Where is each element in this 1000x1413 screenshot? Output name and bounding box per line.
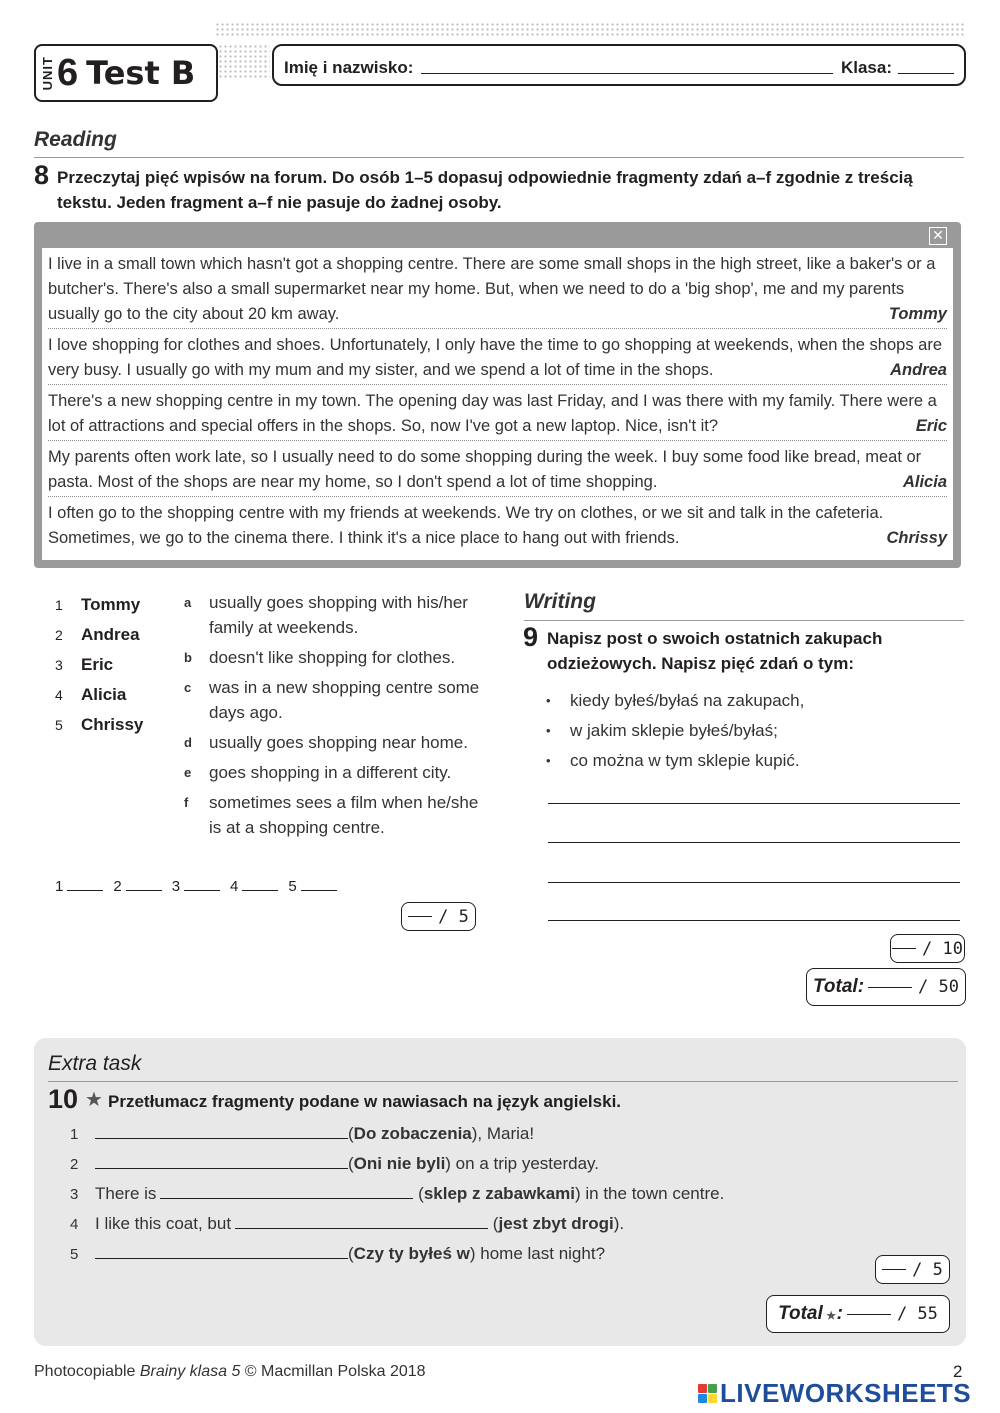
item-number: 2: [55, 627, 63, 643]
total-field[interactable]: [868, 987, 912, 988]
student-info-box: [272, 44, 966, 86]
forum-post: [48, 497, 947, 552]
total-label: Total: [778, 1303, 823, 1324]
task-instruction: Napisz post o swoich ostatnich zakupach odzieżowych. Napisz pięć zdań o tym:: [547, 629, 883, 673]
translation-item: 2 ( Oni nie byli ) on a trip yesterday.: [70, 1154, 599, 1173]
name-field[interactable]: [421, 73, 833, 74]
forum-posts: [42, 248, 953, 560]
people-list: [55, 590, 143, 740]
answer-line[interactable]: [160, 1198, 413, 1199]
list-item: [184, 790, 484, 840]
option-letter: b: [184, 650, 192, 665]
liveworksheets-icon: [698, 1384, 717, 1403]
brand-logo: [698, 1378, 971, 1409]
total-max: / 50: [918, 977, 959, 997]
task-number: 9: [523, 622, 539, 652]
option-letter: d: [184, 735, 192, 750]
reading-heading: Reading: [34, 128, 117, 151]
star-icon: ★: [85, 1089, 103, 1111]
answer-slot[interactable]: [230, 878, 278, 895]
total-label: Total:: [813, 976, 865, 997]
divider: [48, 1081, 958, 1082]
task-number: 10: [48, 1084, 79, 1114]
page-number: 2: [953, 1362, 963, 1381]
sentence-start: There is: [95, 1184, 157, 1203]
options-list: [184, 590, 484, 845]
item-number: 4: [55, 687, 63, 703]
answer-number: 3: [171, 878, 181, 895]
post-text: My parents often work late, so I usually need to do some shopping during the week. I buy some food like bread, meat or pasta. Most of the shops are near my home, so I don't spend a lot of time shopping.: [48, 448, 922, 491]
answer-slot[interactable]: [172, 878, 220, 895]
post-author: Chrissy: [886, 529, 947, 547]
sentence-start: I like this coat, but: [95, 1214, 232, 1233]
divider: [34, 157, 964, 158]
person-name: Andrea: [81, 625, 140, 644]
option-text: was in a new shopping centre some days ago.: [209, 678, 480, 722]
option-letter: a: [184, 595, 192, 610]
person-name: Eric: [81, 655, 114, 674]
item-number: 3: [55, 657, 63, 673]
total-score-box: [806, 968, 966, 1006]
book-title: Brainy klasa 5: [139, 1363, 241, 1380]
forum-post: [48, 329, 947, 385]
post-author: Tommy: [888, 305, 947, 323]
translation-item: 3 There is ( sklep z zabawkami ) in the town centre.: [70, 1184, 725, 1203]
unit-badge: [34, 44, 218, 102]
writing-line[interactable]: [548, 842, 960, 843]
option-letter: c: [184, 680, 192, 695]
list-item: [184, 760, 484, 785]
sentence-end: ).: [613, 1214, 625, 1233]
list-item: [55, 620, 143, 650]
writing-line[interactable]: [548, 803, 960, 804]
answer-number: 4: [230, 878, 239, 895]
post-author: Andrea: [890, 361, 947, 379]
answer-row: [55, 878, 337, 895]
answer-line[interactable]: [95, 1138, 348, 1139]
item-number: 5: [55, 717, 63, 733]
score-field[interactable]: [882, 1269, 906, 1270]
score-field[interactable]: [408, 916, 432, 917]
task-instruction: Przetłumacz fragmenty podane w nawiasach na język angielski.: [108, 1092, 622, 1111]
post-text: I live in a small town which hasn't got a shopping centre. There are some small shops in the high street, like a baker's or a butcher's. There's also a small supermarket near my home. But, when we need to do a 'big shop', me and my parents usually go to the city about 20 km away.: [48, 255, 936, 323]
option-text: doesn't like shopping for clothes.: [209, 648, 456, 667]
answer-slot[interactable]: [288, 878, 336, 895]
forum-post: [48, 248, 947, 329]
item-number: 1: [70, 1125, 79, 1143]
writing-line[interactable]: [548, 882, 960, 883]
task-instruction: Przeczytaj pięć wpisów na forum. Do osób 1–5 dopasuj odpowiednie fragmenty zdań a–f zgodnie z treścią tekstu. Jeden fragment a–f nie pasuje do żadnej osoby.: [57, 168, 913, 212]
person-name: Tommy: [81, 595, 141, 614]
class-label: Klasa:: [840, 58, 892, 77]
name-label: Imię i nazwisko:: [284, 58, 414, 77]
sentence-end: ) in the town centre.: [575, 1184, 725, 1203]
score-max: / 5: [438, 906, 469, 927]
list-item: [55, 590, 143, 620]
forum-panel: [34, 222, 961, 568]
answer-slot[interactable]: [113, 878, 161, 895]
writing-heading: Writing: [524, 590, 596, 613]
source-phrase: Oni nie byli: [353, 1154, 446, 1173]
option-text: usually goes shopping near home.: [209, 733, 468, 752]
person-name: Alicia: [81, 685, 127, 704]
score-max: / 5: [912, 1259, 943, 1280]
decorative-dots: [218, 44, 270, 80]
bullet-text: w jakim sklepie byłeś/byłaś;: [570, 721, 778, 740]
person-name: Chrissy: [81, 715, 144, 734]
answer-number: 5: [288, 878, 297, 895]
score-field[interactable]: [892, 948, 916, 949]
footer-pre: Photocopiable: [34, 1363, 140, 1380]
list-item: [184, 675, 484, 725]
post-text: I often go to the shopping centre with my friends at weekends. We try on clothes, or we sit and talk in the cafeteria. Sometimes, we go to the cinema there. I think it's a nice place to hang out with friends.: [48, 504, 884, 547]
star-icon: ★: [825, 1303, 837, 1325]
decorative-dots: [215, 22, 965, 36]
option-text: sometimes sees a film when he/she is at a shopping centre.: [209, 793, 479, 837]
post-text: There's a new shopping centre in my town. The opening day was last Friday, and I was there with my family. There were a lot of attractions and special offers in the shops. So, now I've got a new laptop. Nice, isn't it?: [48, 392, 937, 435]
total-field[interactable]: [847, 1314, 891, 1315]
footer-post: © Macmillan Polska 2018: [240, 1363, 426, 1380]
list-item: • co można w tym sklepie kupić.: [546, 746, 804, 776]
post-author: Alicia: [902, 473, 947, 491]
translation-item: 4 I like this coat, but ( jest zbyt drogi ).: [70, 1214, 625, 1233]
list-item: [184, 730, 484, 755]
unit-number: 6: [57, 52, 79, 94]
answer-slot[interactable]: [55, 878, 103, 895]
extra-heading: Extra task: [48, 1052, 142, 1075]
source-phrase: sklep z zabawkami: [423, 1184, 575, 1203]
score-box: [401, 902, 476, 931]
item-number: 4: [70, 1215, 79, 1233]
brand-name: LIVEWORKSHEETS: [720, 1378, 972, 1408]
close-icon: ✕: [929, 227, 947, 245]
bullet-list: [546, 686, 804, 776]
list-item: [55, 680, 143, 710]
score-max: / 10: [922, 938, 963, 959]
score-box: [890, 934, 965, 963]
list-item: [55, 650, 143, 680]
test-title: Test B: [86, 54, 196, 92]
forum-post: [48, 385, 947, 441]
translation-item: 5 ( Czy ty byłeś w ) home last night?: [70, 1244, 606, 1263]
total-score-box: [766, 1295, 950, 1333]
total-max: / 55: [896, 1304, 938, 1324]
post-author: Eric: [915, 417, 947, 435]
option-text: goes shopping in a different city.: [209, 763, 452, 782]
answer-line[interactable]: [95, 1258, 348, 1259]
divider: [524, 620, 964, 621]
writing-line[interactable]: [548, 920, 960, 921]
option-letter: e: [184, 765, 192, 780]
forum-post: [48, 441, 947, 497]
total-colon: :: [836, 1303, 843, 1324]
option-text: usually goes shopping with his/her family at weekends.: [209, 593, 468, 637]
bullet-text: co można w tym sklepie kupić.: [570, 751, 800, 770]
source-phrase: Czy ty byłeś w: [353, 1244, 470, 1263]
item-number: 1: [55, 597, 63, 613]
post-text: I love shopping for clothes and shoes. Unfortunately, I only have the time to go shopping at weekends, when the shops are very busy. I usually go with my mum and my sister, and we spend a lot of time in the shops.: [48, 336, 943, 379]
translation-item: 1 ( Do zobaczenia ), Maria!: [70, 1124, 535, 1143]
sentence-end: ) home last night?: [469, 1244, 606, 1263]
class-field[interactable]: [898, 73, 954, 74]
unit-label: UNIT: [40, 55, 55, 91]
answer-line[interactable]: [235, 1228, 488, 1229]
list-item: • w jakim sklepie byłeś/byłaś;: [546, 716, 804, 746]
answer-number: 1: [55, 878, 64, 895]
source-phrase: jest zbyt drogi: [498, 1214, 614, 1233]
list-item: [184, 590, 484, 640]
task-number: 8: [34, 160, 50, 190]
answer-line[interactable]: [95, 1168, 348, 1169]
sentence-end: ), Maria!: [471, 1124, 535, 1143]
list-item: [184, 645, 484, 670]
list-item: • kiedy byłeś/byłaś na zakupach,: [546, 686, 804, 716]
source-phrase: Do zobaczenia: [353, 1124, 472, 1143]
item-number: 2: [70, 1155, 79, 1173]
footer-text: [34, 1363, 426, 1381]
answer-number: 2: [113, 878, 122, 895]
option-letter: f: [184, 795, 189, 810]
bullet-text: kiedy byłeś/byłaś na zakupach,: [570, 691, 805, 710]
item-number: 5: [70, 1245, 79, 1263]
sentence-end: ) on a trip yesterday.: [445, 1154, 599, 1173]
score-box: [875, 1255, 950, 1284]
list-item: [55, 710, 143, 740]
item-number: 3: [70, 1185, 79, 1203]
